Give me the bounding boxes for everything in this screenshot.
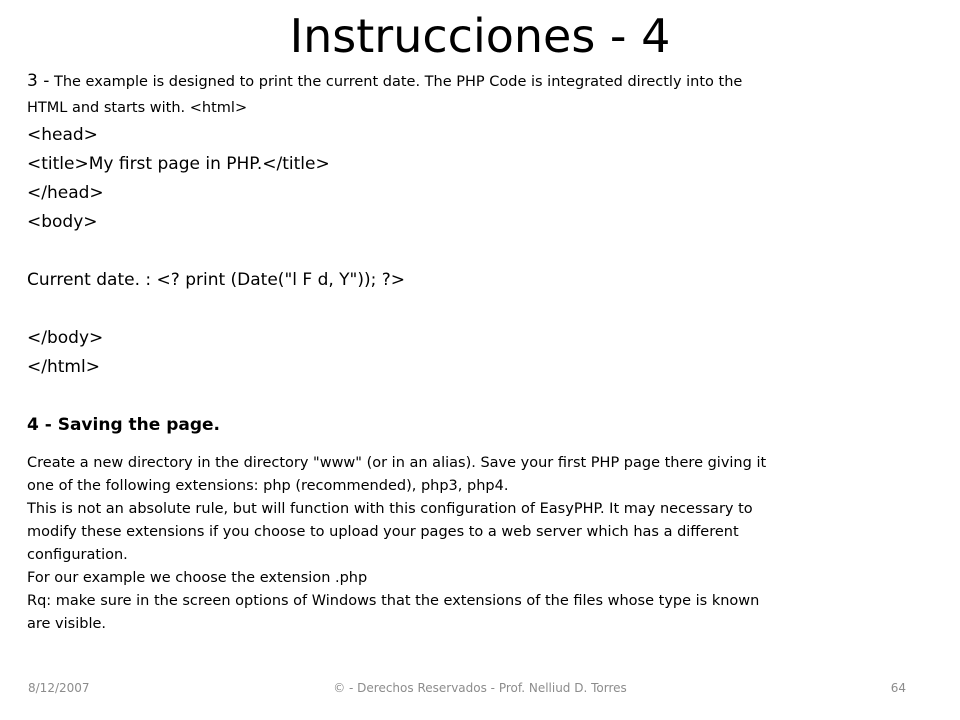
code-line: <head> <box>27 125 98 145</box>
code-blank-line <box>27 237 907 266</box>
html-open-tag: <html> <box>189 100 248 116</box>
section-4-heading: 4 - Saving the page. <box>27 415 221 435</box>
code-line: <body> <box>27 212 98 232</box>
intro-line-1 <box>27 68 907 95</box>
slide-body <box>27 68 907 636</box>
body-line: Rq: make sure in the screen options of Windows that the extensions of the files whose type is known <box>27 593 760 609</box>
footer-page-number: 64 <box>890 681 906 695</box>
body-line: This is not an absolute rule, but will function with this configuration of EasyPHP. It may necessary to <box>27 501 753 517</box>
slide-title: Instrucciones - 4 <box>289 9 671 63</box>
code-line: Current date. : <? print (Date("l F d, Y")); ?> <box>27 270 406 290</box>
section-gap <box>27 440 907 452</box>
body-line: one of the following extensions: php (recommended), php3, php4. <box>27 478 509 494</box>
body-line: For our example we choose the extension .php <box>27 570 368 586</box>
step-number: 3 - <box>27 71 50 91</box>
intro-paragraph <box>27 68 907 121</box>
footer-date: 8/12/2007 <box>28 681 90 695</box>
section-gap <box>27 382 907 411</box>
code-line: </html> <box>27 357 100 377</box>
intro-line-2 <box>27 95 907 121</box>
body-line: configuration. <box>27 547 128 563</box>
body-line: Create a new directory in the directory "www" (or in an alias). Save your first PHP page there giving it <box>27 455 767 471</box>
code-line: <title>My first page in PHP.</title> <box>27 154 330 174</box>
code-blank-line <box>27 295 907 324</box>
body-line: are visible. <box>27 616 107 632</box>
code-block <box>27 121 907 382</box>
section-4-body <box>27 452 907 636</box>
body-line: modify these extensions if you choose to upload your pages to a web server which has a different <box>27 524 739 540</box>
intro-text-1: The example is designed to print the current date. The PHP Code is integrated directly into the <box>49 74 743 90</box>
code-line: </head> <box>27 183 104 203</box>
code-line: </body> <box>27 328 104 348</box>
footer-copyright: © - Derechos Reservados - Prof. Nelliud D. Torres <box>333 681 627 695</box>
intro-text-2: HTML and starts with. <box>27 100 190 116</box>
